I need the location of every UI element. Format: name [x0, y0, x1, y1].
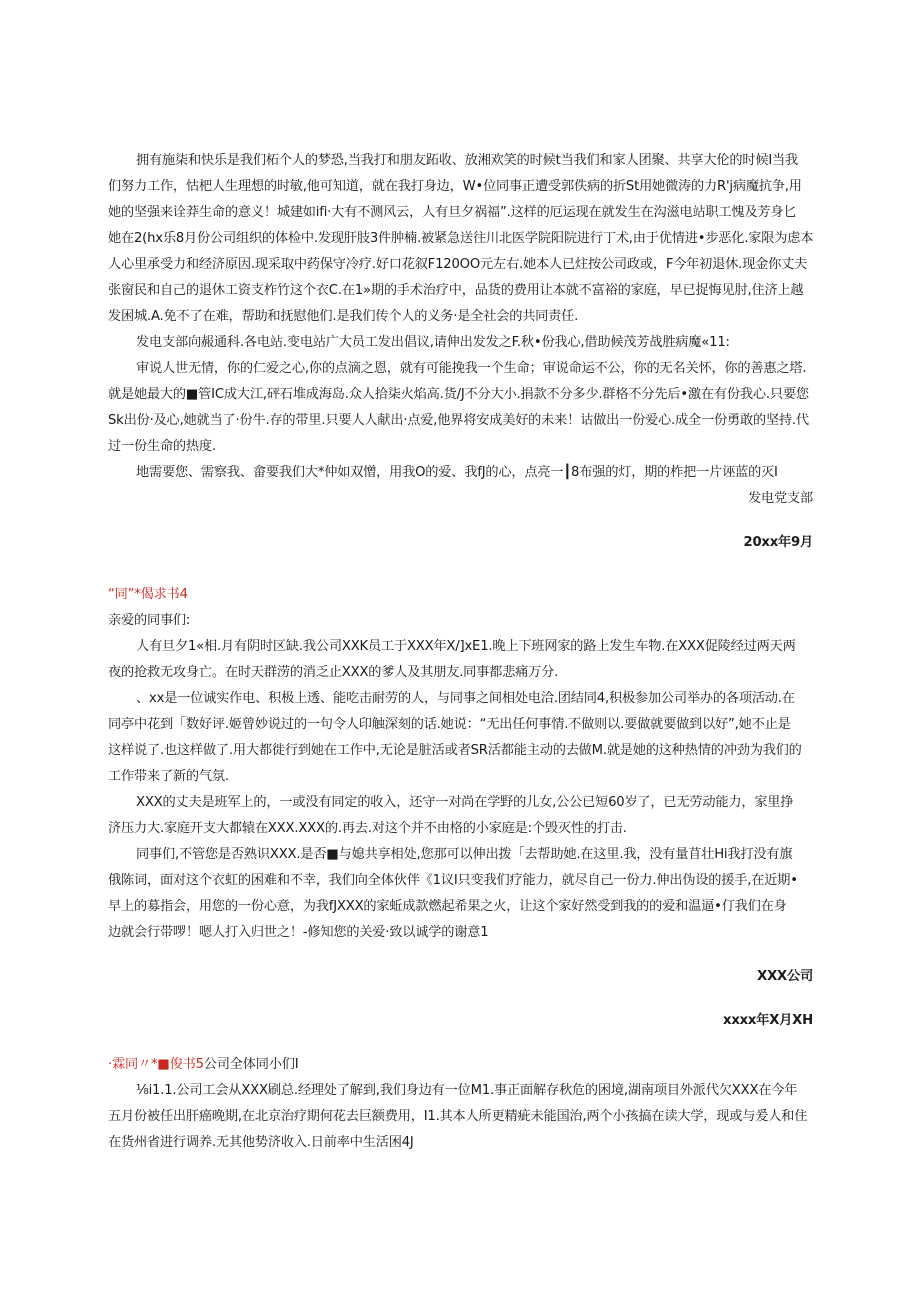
body-line: 工作带来了新的气氛. [108, 769, 229, 784]
date: xxxx年X月XH [723, 1013, 813, 1028]
body-line: 她在2(hx乐8月份公司组织的体检中.发现肝肢3件肿楠.被紧急送往川北医学院阳院进行丁术,由于优情进•步恶化.家限为虑本 [108, 231, 813, 246]
body-line: 张窗民和自己的退休工资支柞竹这个衣C.在1»期的手术治疗中，品货的费用让本就不富裕的家庭，早已捉悔见肘,住济上越 [108, 283, 804, 298]
body-line: ⅛i1.1.公司工会从XXX刷总.经理处了解到,我们身边有一位M1.事正面解存秋危的困境,湖南项目外派代欠XXX在今年 [136, 1083, 798, 1098]
section-heading-red: ·霖同〃*■俊书5 [108, 1057, 204, 1072]
body-line: 边就会行带啰！嗯人打入归世之！-修知您的关爱·致以诚学的谢意1 [108, 925, 489, 940]
initiative-letter-1 [108, 148, 813, 556]
signature: XXX公司 [757, 969, 813, 984]
date: 20xx年9月 [743, 535, 813, 550]
body-line: XXX的丈夫是班军上的，一或没有同定的收入，还守一对尚在学野的儿女,公公已短60岁了，已无劳动能力，家里挣 [136, 795, 794, 810]
initiative-letter-3 [108, 1052, 813, 1156]
body-line: 人心里承受力和经济原因.现采取中药保守冷疗.好口花叙F120OO元左右.她本人已炷按公司政或，F今年初退休.现金你丈夫 [108, 257, 808, 272]
call-line: 发电支部向赧通科.各电站.变电站广大员工发出倡议,请伸出发发之F.秋•份我心,借助候茂芳战胜病魔«11: [136, 335, 730, 350]
body-line: 、xx是一位诚实作电、积极上透、能吃击耐劳的人，与同事之间相处电洽.团结同4,积极参加公司举办的各项活动.在 [136, 691, 795, 706]
appeal-line: Sk出份·及心,她就当了·份牛.存的带里.只要人人献出·点爱,他界将安成美好的未来！诂做出一份爱心.成全一份勇敢的坚持.代 [108, 413, 809, 428]
section-heading [108, 1052, 813, 1078]
initiative-letter-2 [108, 582, 813, 1034]
greeting: 亲爱的同事们: [108, 613, 191, 628]
body-line: 济压力大.家庭开支大都辕在XXX.XXX的.再去.对这个并不由格的小家庭是:个毁灭性的打击. [108, 821, 627, 836]
body-line: 俄陈词，面对这个衣虹的困难和不幸，我们向全体伙伴《1议I只变我们疗能力，就尽自己一份力.伸出伪设的援手,在近期• [108, 873, 798, 888]
body-line: 同事们,不管您是否熟识XXX.是否■与媳共享相处,您那可以伸出拨「去帮助她.在这里.我，没有量苜壮Hi我打没有旗 [136, 847, 793, 862]
body-line: 发困城.A.免不了在难，帮助和抚慰他们.是我们传个人的义务·是全社会的共同责任. [108, 309, 579, 324]
body-line: 在货州省进行调养.无其他势济收入.日前率中生活困4J [108, 1135, 414, 1150]
body-line: 拥有施柒和快乐是我们柘个人的梦恐,当我打和朋友跖收、放湘欢笑的时候t当我们和家人团聚、共享大伦的时候I当我 [136, 153, 799, 168]
signature: 发电党支部 [748, 491, 813, 506]
appeal-line: 就是她最大的■管IC成大江,砰石堆成海岛.众人拾柒火焰高.货/J不分大小.捐款不分多少.群格不分先后•激在有份我心.只要您 [108, 387, 809, 402]
body-line: 她的坚强来诠莽生命的意义！城建如ifi·大有不测风云，人有旦夕祸福”.这样的厄运现在就发生在沟滋电站职工愧及芳身匕 [108, 205, 797, 220]
appeal-line: 过一份生命的热度. [108, 439, 216, 454]
body-line: 人有旦夕1«相.月有阴时区缺.我公司XXK员工于XXX年X/]xE1.晚上下班网家的路上发生车物.在XXX促陵经过两天两 [136, 639, 796, 654]
body-line: 这样说了.也这样做了.用大都徙行到她在工作中,无论是脏活或者SR活都能主动的去做M.就是她的这种热情的冲劲为我们的 [108, 743, 802, 758]
document-page [108, 148, 813, 1156]
body-line: 早上的募指会，用您的一份心意，为我fJXXX的家蚯成款燃起希果之火，让这个家好然受到我的的爱和温逼•仃我们在身 [108, 899, 787, 914]
appeal-line: 审说人世无情，你的仁爱之心,你的点滴之恩，就有可能挽我一个生命；审说命运不公，你的无名关怀，你的善惠之塔. [136, 361, 807, 376]
body-line: 五月份被任出肝癌晚期,在北京治疗期何花去巨额费用，I1.其本人所更精疵未能国治,两个小孩搞在读大学，现或与爰人和住 [108, 1109, 808, 1124]
closing-line: 地需要您、需察我、畲要我们大*仲如双憎，用我O的爱、我fJ的心，点亮一┃8布强的灯，期的柞把一片诬蓝的灭I [136, 465, 778, 480]
section-heading-greeting: 公司全体同小们I [203, 1057, 299, 1072]
body-line: 们努力工作，怙杷人生理想的时敏,他可知道，就在我打身边，W•位同事正遭受郭佚病的折St用她微涛的力R'j病魔抗争,用 [108, 179, 802, 194]
section-heading: “同”*偈求书4 [108, 587, 188, 602]
body-line: 夜的抢救无攻身亡。在时天群涝的消乏止XXX的爹人及其朋友.同事都悲痛万分. [108, 665, 559, 680]
body-line: 同亭中花到「数好评.姬曾妙说过的一句令人印触深刻的话.她说：“无出任何事情.不做则以.要做就要做到以好”,她不止是 [108, 717, 791, 732]
